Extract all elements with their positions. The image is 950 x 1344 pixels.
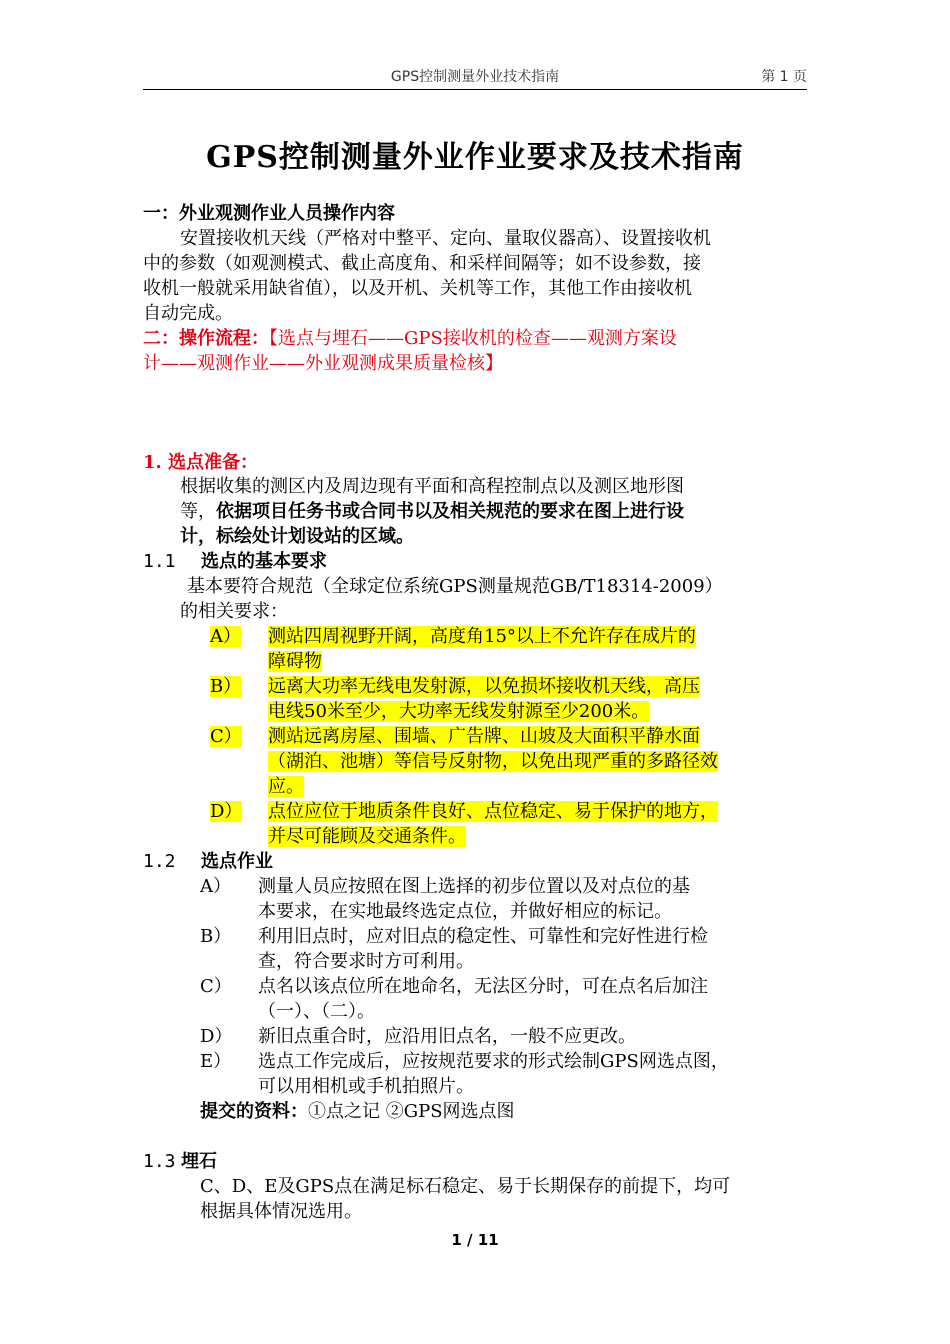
s12-item-label-c: C）: [200, 976, 232, 997]
s11-item-d-line: 并尽可能顾及交通条件。: [268, 826, 466, 847]
section1-line: 收机一般就采用缺省值），以及开机、关机等工作，其他工作由接收机: [143, 278, 692, 299]
s12-item-c-line: （一）、（二）。: [258, 1001, 375, 1022]
s11-item-d-line: 点位应位于地质条件良好、点位稳定、易于保护的地方，: [268, 801, 718, 822]
header-divider: [143, 89, 807, 90]
s12-item-c-line: 点名以该点位所在地命名，无法区分时，可在点名后加注: [258, 976, 708, 997]
section2-line2: 计——观测作业——外业观测成果质量检核】: [143, 353, 503, 374]
s12-submit-label: 提交的资料：: [200, 1101, 308, 1122]
section1-heading: 一：外业观测作业人员操作内容: [143, 203, 395, 224]
s12-item-label-e: E）: [200, 1051, 232, 1072]
section1-line: 安置接收机天线（严格对中整平、定向、量取仪器高）、设置接收机: [180, 228, 711, 249]
s12-item-a-line: 本要求，在实地最终选定点位，并做好相应的标记。: [258, 901, 672, 922]
s13-line: C、D、E及GPS点在满足标石稳定、易于长期保存的前提下，均可: [200, 1176, 731, 1197]
s12-item-label-d: D）: [200, 1026, 233, 1047]
s12-item-a-line: 测量人员应按照在图上选择的初步位置以及对点位的基: [258, 876, 690, 897]
s12-item-d-line: 新旧点重合时，应沿用旧点名，一般不应更改。: [258, 1026, 636, 1047]
s11-item-c-line: （湖泊、池塘）等信号反射物，以免出现严重的多路径效: [268, 751, 718, 772]
s12-submit-line: [200, 1099, 515, 1124]
section2-flow-text: 【选点与埋石——GPS接收机的检查——观测方案设: [269, 328, 677, 349]
s11-heading: [143, 549, 327, 574]
s12-item-e-line: 可以用相机或手机拍照片。: [258, 1076, 474, 1097]
s12-item-label-b: B）: [200, 926, 232, 947]
s12-submit-items: ①点之记 ②GPS网选点图: [308, 1101, 515, 1122]
s11-item-label-d: D）: [210, 801, 243, 822]
s12-heading: [143, 849, 273, 874]
s11-title: 选点的基本要求: [201, 551, 327, 572]
page-number-footer: 1 / 11: [451, 1231, 499, 1249]
s11-item-b-line: 远离大功率无线电发射源，以免损坏接收机天线，高压: [268, 676, 700, 697]
s13-title: 埋石: [181, 1151, 217, 1172]
section2-heading: 二：操作流程：: [143, 328, 269, 349]
s12-number: 1.2: [143, 851, 176, 872]
section2-line1: [143, 326, 677, 351]
s13-heading: [143, 1149, 217, 1174]
s11-item-a-line: 测站四周视野开阔，高度角15°以上不允许存在成片的: [268, 626, 696, 647]
document-title: GPS控制测量外业作业要求及技术指南: [206, 140, 744, 175]
s12-item-b-line: 查，符合要求时方可利用。: [258, 951, 474, 972]
s13-line: 根据具体情况选用。: [200, 1201, 362, 1222]
s1-heading: 1. 选点准备：: [143, 452, 259, 473]
s1-paragraph-line: 计，标绘处计划设站的区域。: [180, 526, 414, 547]
s12-item-label-a: A）: [200, 876, 231, 897]
s11-item-label-c: C）: [210, 726, 242, 747]
s11-intro-line: 基本要符合规范（全球定位系统GPS测量规范GB/T18314-2009）: [187, 576, 723, 597]
s12-item-b-line: 利用旧点时，应对旧点的稳定性、可靠性和完好性进行检: [258, 926, 708, 947]
s11-item-label-a: A）: [210, 626, 241, 647]
s11-item-b-line: 电线50米至少，大功率无线发射源至少200米。: [268, 701, 650, 722]
s11-item-a-line: 障碍物: [268, 651, 322, 672]
s1-bold-text: 依据项目任务书或合同书以及相关规范的要求在图上进行设: [216, 501, 684, 522]
s1-paragraph-line: [180, 499, 684, 524]
s11-item-label-b: B）: [210, 676, 242, 697]
s11-item-c-line: 测站远离房屋、围墙、广告牌、山坡及大面积平静水面: [268, 726, 700, 747]
s1-paragraph-line: 根据收集的测区内及周边现有平面和高程控制点以及测区地形图: [180, 476, 684, 497]
s12-title: 选点作业: [201, 851, 273, 872]
s11-item-c-line: 应。: [268, 776, 304, 797]
s11-intro-line: 的相关要求：: [180, 601, 288, 622]
header-page-label: 第 1 页: [761, 69, 807, 85]
s1-plain-text: 等，: [180, 501, 216, 522]
s12-item-e-line: 选点工作完成后，应按规范要求的形式绘制GPS网选点图，: [258, 1051, 729, 1072]
s11-number: 1.1: [143, 551, 176, 572]
s13-number: 1.3: [143, 1151, 176, 1172]
section1-line: 中的参数（如观测模式、截止高度角、和采样间隔等；如不设参数，接: [143, 253, 701, 274]
header-doc-name: GPS控制测量外业技术指南: [390, 69, 560, 85]
section1-line: 自动完成。: [143, 303, 233, 324]
